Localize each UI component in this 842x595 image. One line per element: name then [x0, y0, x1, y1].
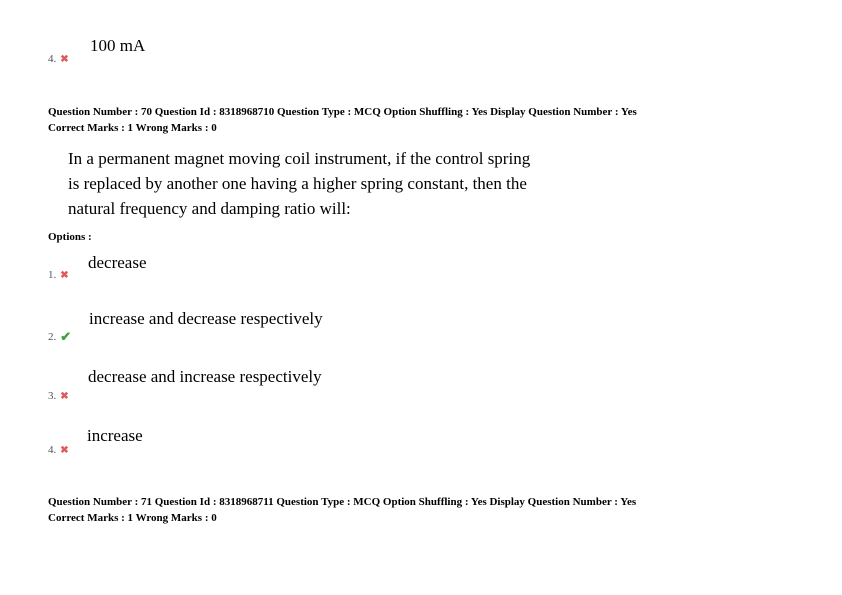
option-2-number: [48, 329, 71, 345]
question-meta-line1: Question Number : 70 Question Id : 8318968710 Question Type : MCQ Option Shuffling : Yes Display Question Number : Yes: [48, 106, 637, 118]
option-3-text: decrease and increase respectively: [88, 367, 322, 386]
next-question-meta-line2: Correct Marks : 1 Wrong Marks : 0: [48, 512, 217, 524]
wrong-icon: ✖: [60, 390, 69, 402]
prev-option-4-number: [48, 53, 69, 65]
option-1-text: decrease: [88, 253, 147, 272]
question-text-line: natural frequency and damping ratio will:: [68, 199, 351, 218]
wrong-icon: ✖: [60, 444, 69, 456]
option-number-label: 4.: [48, 53, 57, 65]
option-2-text: increase and decrease respectively: [89, 309, 323, 328]
next-question-meta: [48, 494, 636, 526]
question-text-line: In a permanent magnet moving coil instrument, if the control spring: [68, 149, 531, 168]
prev-option-4-text: 100 mA: [90, 36, 146, 55]
options-label: Options :: [48, 231, 92, 243]
question-text-line: is replaced by another one having a higher spring constant, then the: [68, 174, 527, 193]
next-question-meta-line1: Question Number : 71 Question Id : 8318968711 Question Type : MCQ Option Shuffling : Yes Display Question Number : Yes: [48, 496, 637, 508]
option-4-number: [48, 444, 69, 456]
question-text: [68, 146, 628, 221]
wrong-icon: ✖: [60, 269, 69, 281]
option-number-label: 4.: [48, 444, 57, 456]
option-3-number: [48, 390, 69, 402]
option-number-label: 3.: [48, 390, 57, 402]
correct-check-icon: ✔: [60, 329, 72, 344]
option-4-text: increase: [87, 426, 143, 445]
option-1-number: [48, 269, 69, 281]
question-meta: [48, 104, 637, 136]
option-number-label: 1.: [48, 269, 57, 281]
option-number-label: 2.: [48, 331, 57, 343]
wrong-icon: ✖: [60, 53, 69, 65]
question-meta-line2: Correct Marks : 1 Wrong Marks : 0: [48, 122, 217, 134]
